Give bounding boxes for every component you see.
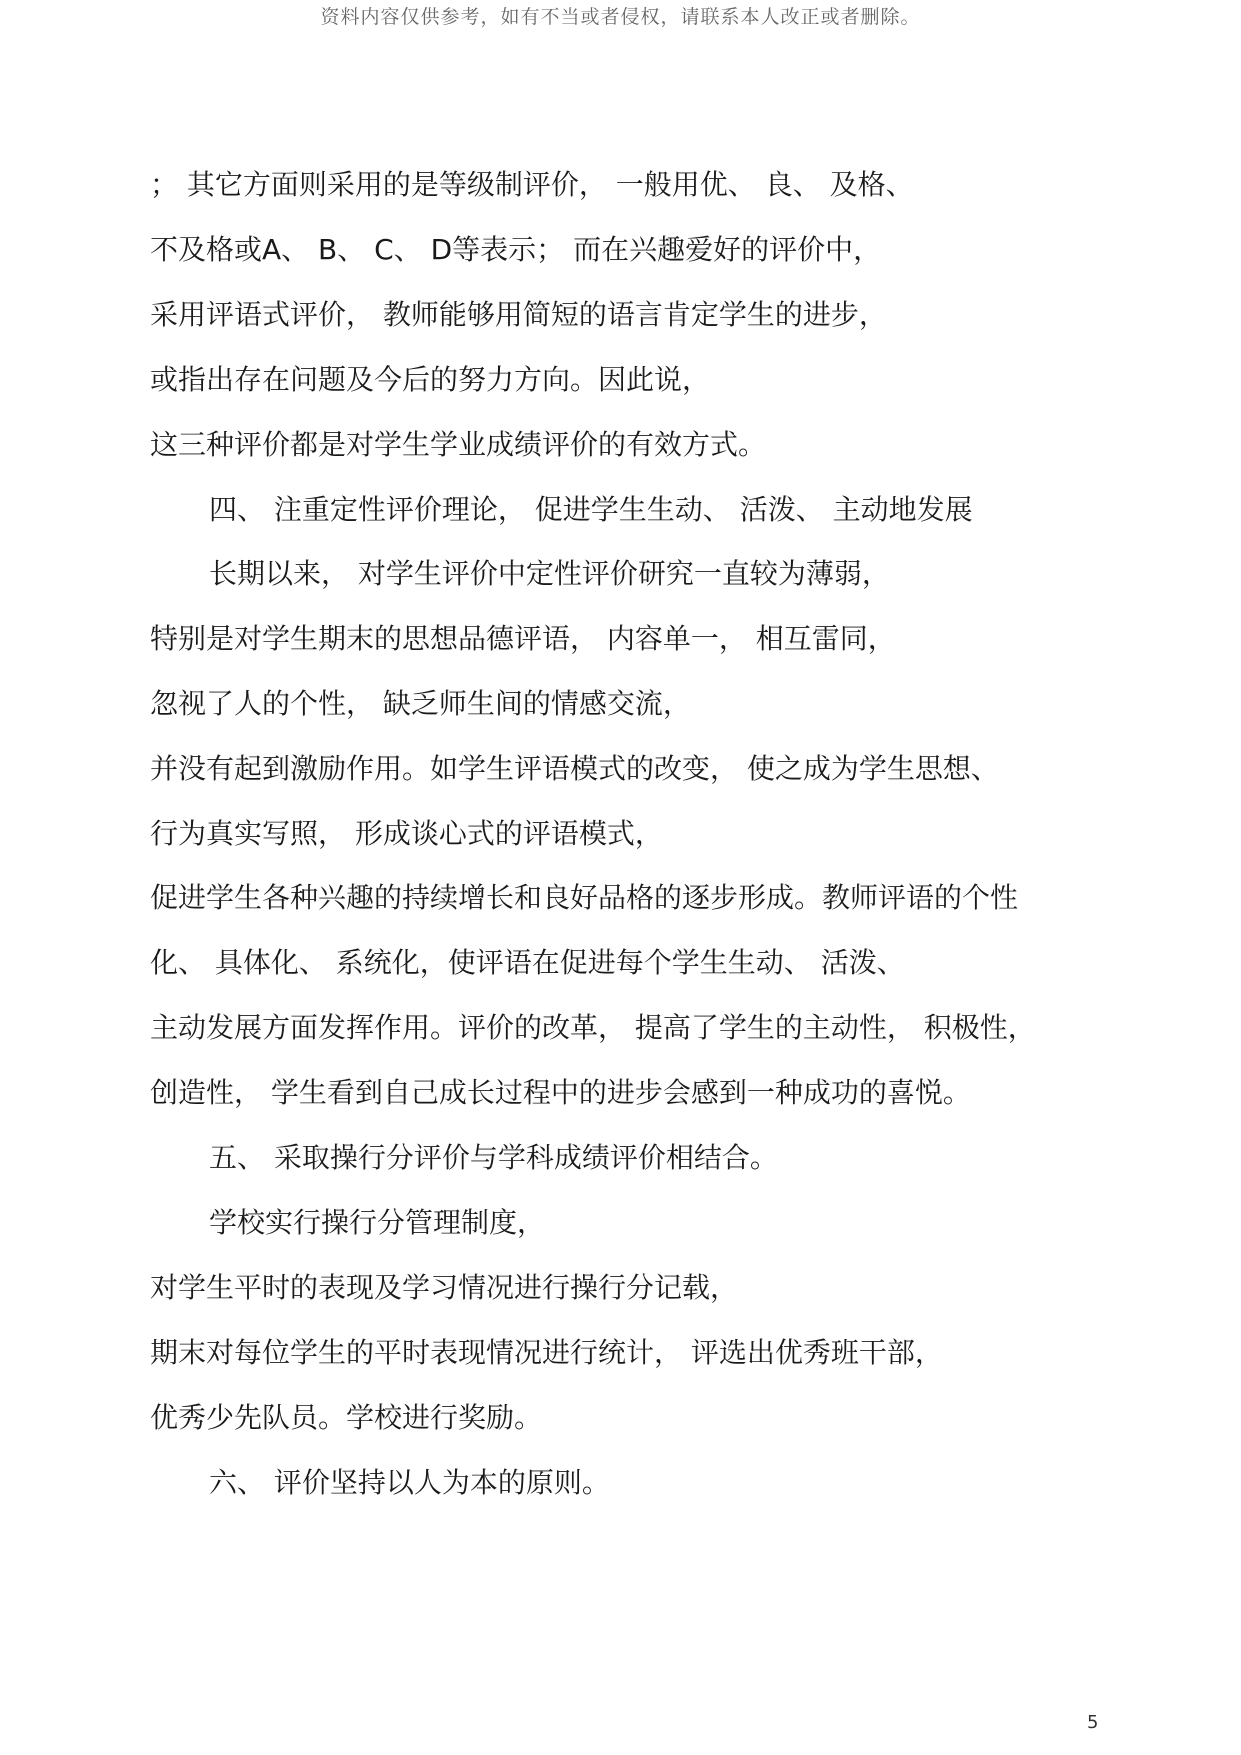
section-heading-6: 六、 评价坚持以人为本的原则。 bbox=[209, 1466, 610, 1499]
text-line: 特别是对学生期末的思想品德评语， 内容单一， 相互雷同， bbox=[150, 622, 896, 655]
text-line: 不及格或A、 B、 C、 D等表示； 而在兴趣爱好的评价中， bbox=[150, 233, 882, 266]
text-line: 期末对每位学生的平时表现情况进行统计， 评选出优秀班干部， bbox=[150, 1336, 943, 1369]
text-line: 采用评语式评价， 教师能够用简短的语言肯定学生的进步， bbox=[150, 298, 887, 331]
text-line: 创造性， 学生看到自己成长过程中的进步会感到一种成功的喜悦。 bbox=[150, 1076, 971, 1109]
text-line: 忽视了人的个性， 缺乏师生间的情感交流， bbox=[150, 687, 691, 720]
text-line: 优秀少先队员。学校进行奖励。 bbox=[150, 1401, 543, 1434]
text-line: 这三种评价都是对学生学业成绩评价的有效方式。 bbox=[150, 428, 767, 461]
text-line: 学校实行操行分管理制度， bbox=[209, 1206, 546, 1239]
text-line: 对学生平时的表现及学习情况进行操行分记载， bbox=[150, 1271, 739, 1304]
page-number: 5 bbox=[1087, 1712, 1099, 1733]
disclaimer-header: 资料内容仅供参考，如有不当或者侵权，请联系本人改正或者删除。 bbox=[320, 6, 921, 28]
text-line: ； 其它方面则采用的是等级制评价， 一般用优、 良、 及格、 bbox=[150, 168, 914, 201]
text-line: 行为真实写照， 形成谈心式的评语模式， bbox=[150, 817, 663, 850]
section-heading-5: 五、 采取操行分评价与学科成绩评价相结合。 bbox=[209, 1141, 778, 1174]
text-line: 长期以来， 对学生评价中定性评价研究一直较为薄弱， bbox=[209, 557, 890, 590]
text-line: 化、 具体化、 系统化，使评语在促进每个学生生动、 活泼、 bbox=[150, 946, 905, 979]
text-line: 并没有起到激励作用。如学生评语模式的改变， 使之成为学生思想、 bbox=[150, 752, 999, 785]
text-line: 主动发展方面发挥作用。评价的改革， 提高了学生的主动性， 积极性， bbox=[150, 1011, 1036, 1044]
text-line: 促进学生各种兴趣的持续增长和良好品格的逐步形成。教师评语的个性 bbox=[150, 881, 1019, 914]
text-line: 或指出存在问题及今后的努力方向。因此说， bbox=[150, 363, 711, 396]
section-heading-4: 四、 注重定性评价理论， 促进学生生动、 活泼、 主动地发展 bbox=[209, 493, 973, 526]
